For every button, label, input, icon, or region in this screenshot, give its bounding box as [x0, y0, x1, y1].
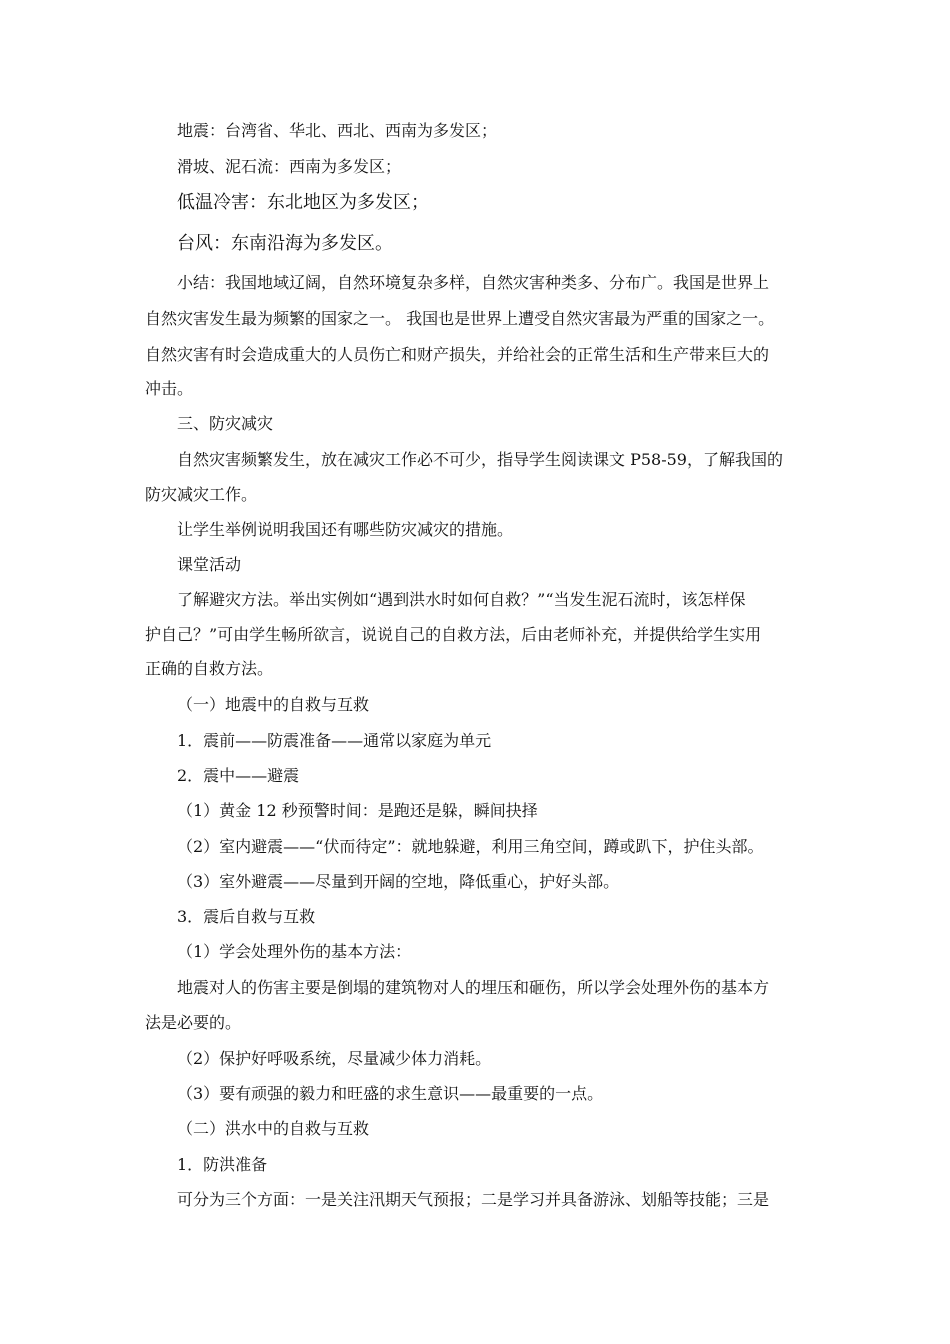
- list-item: 2．震中——避震: [177, 766, 300, 785]
- text-line: 台风：东南沿海为多发区。: [177, 233, 393, 254]
- list-item: 1．震前——防震准备——通常以家庭为单元: [177, 731, 492, 750]
- text-line: 自然灾害有时会造成重大的人员伤亡和财产损失，并给社会的正常生活和生产带来巨大的: [145, 345, 770, 364]
- list-item: 1．防洪准备: [177, 1155, 268, 1174]
- text-line: 地震对人的伤害主要是倒塌的建筑物对人的埋压和砸伤，所以学会处理外伤的基本方: [177, 978, 770, 997]
- list-item: （1）学会处理外伤的基本方法：: [177, 942, 412, 961]
- section-heading: 课堂活动: [177, 555, 242, 574]
- text-line: 可分为三个方面：一是关注汛期天气预报；二是学习并具备游泳、划船等技能；三是: [177, 1190, 770, 1209]
- list-item: （2）室内避震——“伏而待定”：就地躲避，利用三角空间，蹲或趴下，护住头部。: [177, 837, 764, 856]
- section-heading: （一）地震中的自救与互救: [177, 695, 370, 714]
- text-line: 防灾减灾工作。: [145, 485, 258, 504]
- section-heading: （二）洪水中的自救与互救: [177, 1119, 370, 1138]
- text-line: 正确的自救方法。: [145, 659, 274, 678]
- list-item: 3．震后自救与互救: [177, 907, 316, 926]
- text-line: 自然灾害发生最为频繁的国家之一。 我国也是世界上遭受自然灾害最为严重的国家之一。: [145, 309, 775, 328]
- text-line: 让学生举例说明我国还有哪些防灾减灾的措施。: [177, 520, 514, 539]
- text-line: 自然灾害频繁发生，放在减灾工作必不可少，指导学生阅读课文 P58-59，了解我国的: [177, 450, 783, 469]
- text-line: 了解避灾方法。举出实例如“遇到洪水时如何自救？”“当发生泥石流时，该怎样保: [177, 590, 746, 609]
- list-item: （2）保护好呼吸系统，尽量减少体力消耗。: [177, 1049, 492, 1068]
- section-heading: 三、防灾减灾: [177, 414, 274, 433]
- list-item: （1）黄金 12 秒预警时间：是跑还是躲，瞬间抉择: [177, 801, 538, 820]
- text-line: 滑坡、泥石流：西南为多发区；: [177, 157, 402, 176]
- text-line: 小结：我国地域辽阔，自然环境复杂多样，自然灾害种类多、分布广。我国是世界上: [177, 273, 770, 292]
- text-line: 护自己？”可由学生畅所欲言，说说自己的自救方法，后由老师补充，并提供给学生实用: [145, 625, 762, 644]
- list-item: （3）室外避震——尽量到开阔的空地，降低重心，护好头部。: [177, 872, 620, 891]
- text-line: 法是必要的。: [145, 1013, 242, 1032]
- text-line: 低温冷害：东北地区为多发区；: [177, 192, 429, 213]
- list-item: （3）要有顽强的毅力和旺盛的求生意识——最重要的一点。: [177, 1084, 604, 1103]
- text-line: 冲击。: [145, 379, 194, 398]
- text-line: 地震：台湾省、华北、西北、西南为多发区；: [177, 121, 498, 140]
